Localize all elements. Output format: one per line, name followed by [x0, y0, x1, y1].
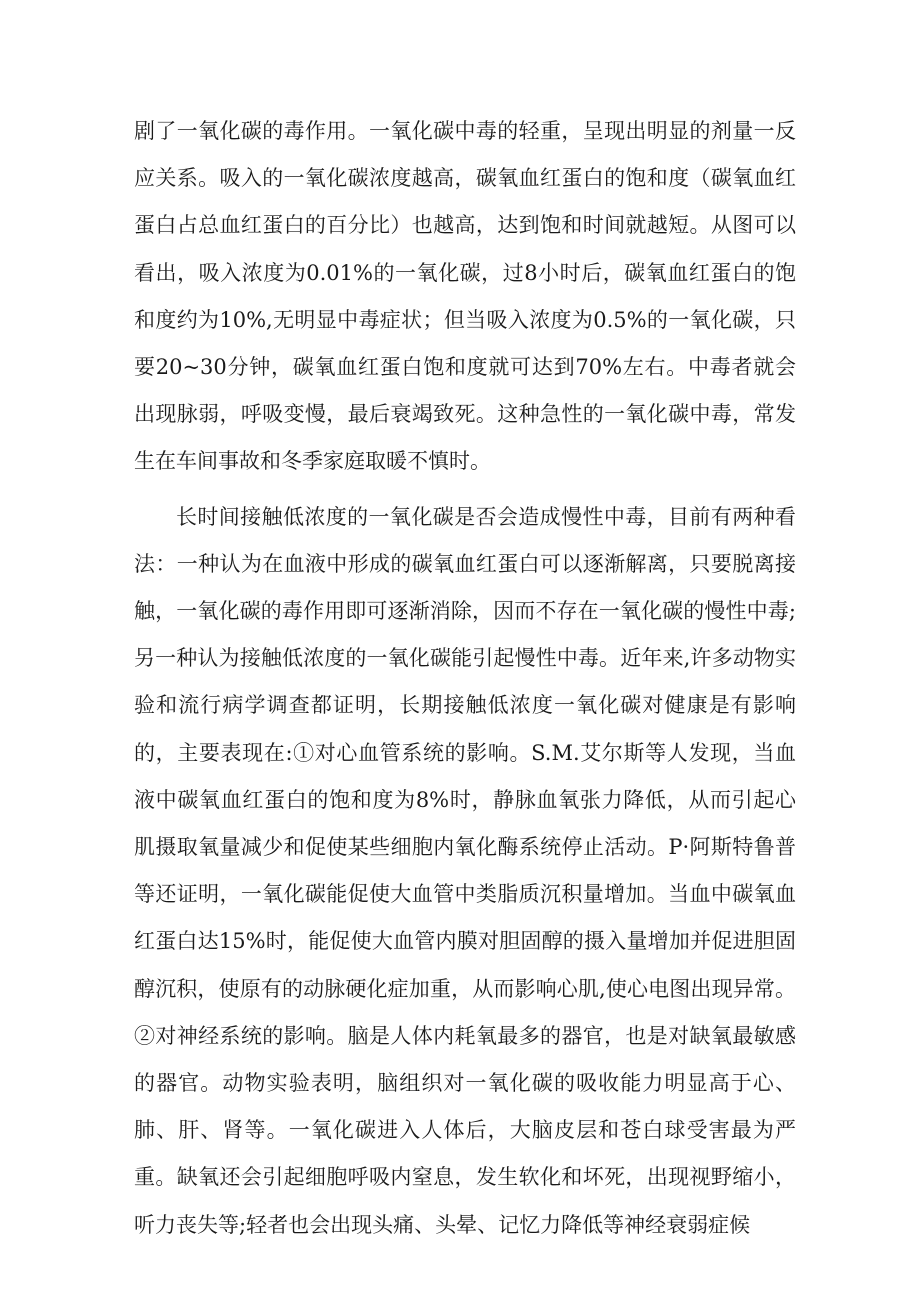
paragraph-2: 长时间接触低浓度的一氧化碳是否会造成慢性中毒，目前有两种看法：一种认为在血液中形成的碳氧血红蛋白可以逐渐解离，只要脱离接触，一氧化碳的毒作用即可逐渐消除，因而不存在一氧化碳的慢性中毒;另一种认为接触低浓度的一氧化碳能引起慢性中毒。近年来,许多动物实验和流行病学调查都证明，长期接触低浓度一氧化碳对健康是有影响的，主要表现在:①对心血管系统的影响。S.M.艾尔斯等人发现，当血液中碳氧血红蛋白的饱和度为8%时，静脉血氧张力降低，从而引起心肌摄取氧量减少和促使某些细胞内氧化酶系统停止活动。P·阿斯特鲁普等还证明，一氧化碳能促使大血管中类脂质沉积量增加。当血中碳氧血红蛋白达15%时，能促使大血管内膜对胆固醇的摄入量增加并促进胆固醇沉积，使原有的动脉硬化症加重，从而影响心肌,使心电图出现异常。②对神经系统的影响。脑是人体内耗氧最多的器官，也是对缺氧最敏感的器官。动物实验表明，脑组织对一氧化碳的吸收能力明显高于心、肺、肝、肾等。一氧化碳进入人体后，大脑皮层和苍白球受害最为严重。缺氧还会引起细胞呼吸内窒息，发生软化和坏死，出现视野缩小，听力丧失等;轻者也会出现头痛、头晕、记忆力降低等神经衰弱症候 — [134, 504, 796, 1237]
paragraph-1: 剧了一氧化碳的毒作用。一氧化碳中毒的轻重，呈现出明显的剂量一反应关系。吸入的一氧化碳浓度越高，碳氧血红蛋白的饱和度（碳氧血红蛋白占总血红蛋白的百分比）也越高，达到饱和时间就越短。从图可以看出，吸入浓度为0.01%的一氧化碳，过8小时后，碳氧血红蛋白的饱和度约为10%,无明显中毒症状；但当吸入浓度为0.5%的一氧化碳，只要20~30分钟，碳氧血红蛋白饱和度就可达到70%左右。中毒者就会出现脉弱，呼吸变慢，最后衰竭致死。这种急性的一氧化碳中毒，常发生在车间事故和冬季家庭取暖不慎时。 — [134, 119, 796, 474]
document-page — [134, 108, 796, 1249]
